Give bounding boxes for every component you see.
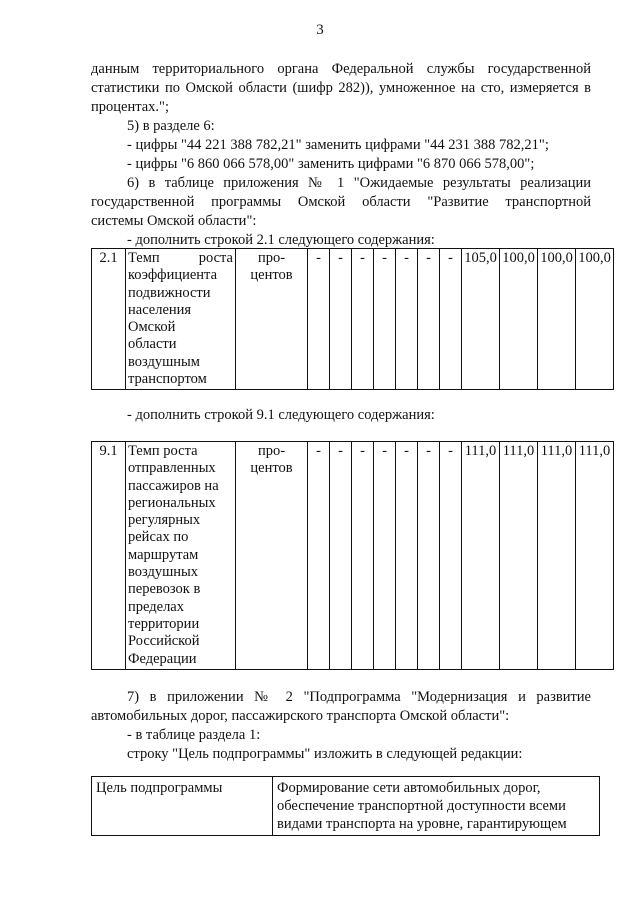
name-line: Омской [128, 319, 176, 336]
name-line: коэффициента [128, 267, 218, 284]
table-row-2-1 [91, 248, 614, 390]
table-row [92, 777, 600, 836]
item7-sub-2: строку "Цель подпрограммы" изложить в следующей редакции: [127, 746, 523, 762]
name-line: подвижности [128, 284, 211, 301]
table-row [92, 249, 614, 390]
unit-line: центов [250, 267, 293, 284]
value-cell: 111,0 [576, 442, 614, 670]
item5-line-2: - цифры "6 860 066 578,00" заменить цифрами "6 870 066 578,00"; [127, 156, 535, 172]
indicator-name [126, 249, 236, 390]
name-line: пассажиров на [128, 477, 219, 494]
intro-line: статистики по Омской области (шифр 282)), умноженное на сто, измеряется в [91, 80, 591, 96]
value-cell: 111,0 [538, 442, 576, 670]
goal-text [273, 777, 600, 836]
table-row [92, 442, 614, 670]
name-line: транспортом [128, 371, 207, 388]
name-line: Федерации [128, 650, 197, 667]
item6-line: системы Омской области": [91, 213, 257, 229]
unit-cell [236, 442, 308, 670]
item7-line: автомобильных дорог, пассажирского транспорта Омской области": [91, 708, 510, 724]
item6-line: 6) в таблице приложения № 1 "Ожидаемые результаты реализации [127, 175, 591, 191]
name-line: Российской [128, 633, 200, 650]
name-line: территории [128, 615, 200, 632]
name-line: области [128, 336, 177, 353]
name-line: пределах [128, 598, 184, 615]
add-row-21-text: - дополнить строкой 2.1 следующего содержания: [127, 232, 435, 248]
name-line: региональных [128, 494, 216, 511]
dash-cell: - [330, 249, 352, 390]
goal-label: Цель подпрограммы [92, 777, 273, 836]
value-cell: 111,0 [500, 442, 538, 670]
page-number: 3 [316, 22, 324, 38]
goal-table [91, 776, 600, 836]
value-cell: 111,0 [462, 442, 500, 670]
row-number: 2.1 [92, 249, 126, 390]
item5-line-1: - цифры "44 221 388 782,21" заменить цифрами "44 231 388 782,21"; [127, 137, 549, 153]
dash-cell: - [440, 442, 462, 670]
unit-line: про- [257, 443, 286, 459]
item6-line: государственной программы Омской области "Развитие транспортной [91, 194, 591, 210]
value-cell: 100,0 [538, 249, 576, 390]
unit-cell [236, 249, 308, 390]
dash-cell: - [418, 249, 440, 390]
name-line: маршрутам [128, 546, 199, 563]
name-line: регулярных [128, 512, 201, 529]
name-line: Темп роста [128, 443, 198, 459]
dash-cell: - [352, 442, 374, 670]
name-line: отправленных [128, 460, 216, 477]
add-row-91-text: - дополнить строкой 9.1 следующего содержания: [127, 407, 435, 423]
intro-line: данным территориального органа Федеральной службы государственной [91, 61, 591, 77]
item7-line: 7) в приложении № 2 "Подпрограмма "Модернизация и развитие [127, 689, 591, 705]
name-line: воздушным [128, 353, 200, 370]
item5-heading: 5) в разделе 6: [127, 118, 215, 134]
name-line: населения [128, 301, 192, 318]
item6-paragraph [91, 174, 591, 231]
table-row-9-1 [91, 441, 614, 670]
goal-text-line: видами транспорта на уровне, гарантирующем [277, 816, 567, 832]
row-number: 9.1 [92, 442, 126, 670]
value-cell: 100,0 [576, 249, 614, 390]
dash-cell: - [374, 249, 396, 390]
name-line: перевозок в [128, 581, 201, 598]
item7-sub-1: - в таблице раздела 1: [127, 727, 261, 743]
intro-paragraph [91, 60, 591, 117]
dash-cell: - [440, 249, 462, 390]
unit-line: центов [250, 460, 293, 477]
dash-cell: - [418, 442, 440, 670]
name-line: воздушных [128, 564, 199, 581]
indicator-name [126, 442, 236, 670]
intro-line: процентах."; [91, 99, 169, 115]
value-cell: 100,0 [500, 249, 538, 390]
name-line: рейсах по [128, 529, 189, 546]
name-line: Темп роста [128, 250, 233, 266]
goal-text-line: обеспечение транспортной доступности всеми [277, 798, 566, 814]
item7-paragraph [91, 688, 591, 726]
unit-line: про- [257, 250, 286, 266]
dash-cell: - [330, 442, 352, 670]
dash-cell: - [308, 442, 330, 670]
goal-text-line: Формирование сети автомобильных дорог, [277, 780, 541, 796]
value-cell: 105,0 [462, 249, 500, 390]
dash-cell: - [396, 249, 418, 390]
dash-cell: - [396, 442, 418, 670]
dash-cell: - [352, 249, 374, 390]
dash-cell: - [374, 442, 396, 670]
dash-cell: - [308, 249, 330, 390]
